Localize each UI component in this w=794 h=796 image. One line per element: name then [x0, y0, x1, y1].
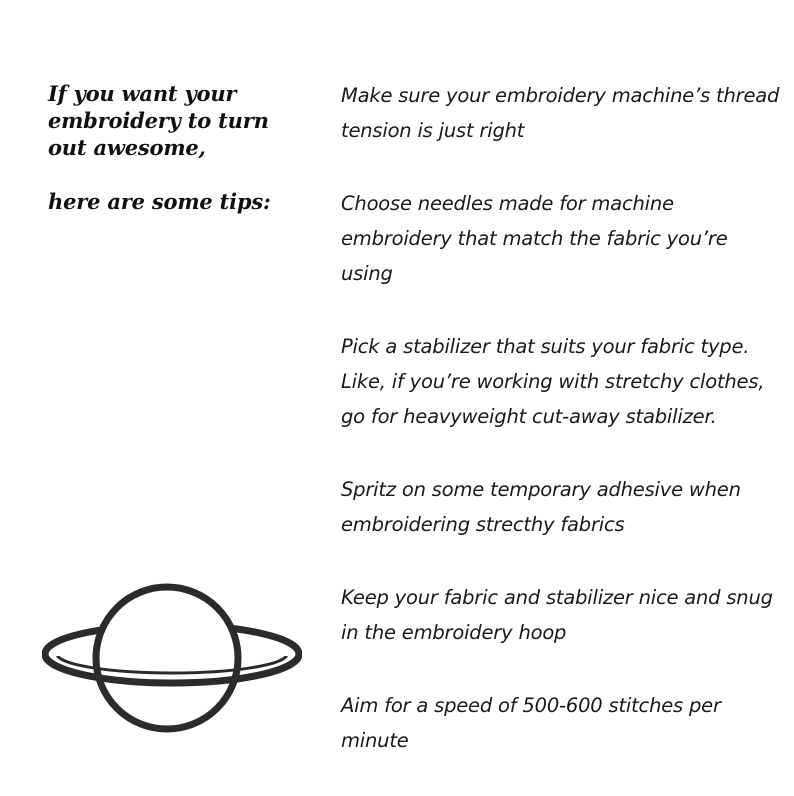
tip-thread-tension: Make sure your embroidery machine’s thread tension is just right — [341, 84, 780, 142]
planet-icon — [42, 580, 302, 750]
tips-lead-in: here are some tips: — [48, 189, 271, 214]
tip-speed: Aim for a speed of 500-600 stitches per minute — [341, 694, 721, 752]
tips-list — [341, 78, 781, 796]
tip-hoop: Keep your fabric and stabilizer nice and snug in the embroidery hoop — [341, 586, 773, 644]
intro-line: embroidery to turn — [48, 108, 269, 133]
intro-heading — [48, 80, 308, 215]
tip-adhesive: Spritz on some temporary adhesive when embroidering strecthy fabrics — [341, 478, 741, 536]
tip-needles: Choose needles made for machine embroidery that match the fabric you’re using — [341, 192, 728, 285]
intro-line: If you want your — [48, 81, 237, 106]
intro-line: out awesome, — [48, 135, 206, 160]
tip-stabilizer: Pick a stabilizer that suits your fabric type. Like, if you’re working with stretchy clothes, go for heavyweight cut-away stabilizer. — [341, 335, 765, 428]
planet-body — [96, 587, 238, 729]
